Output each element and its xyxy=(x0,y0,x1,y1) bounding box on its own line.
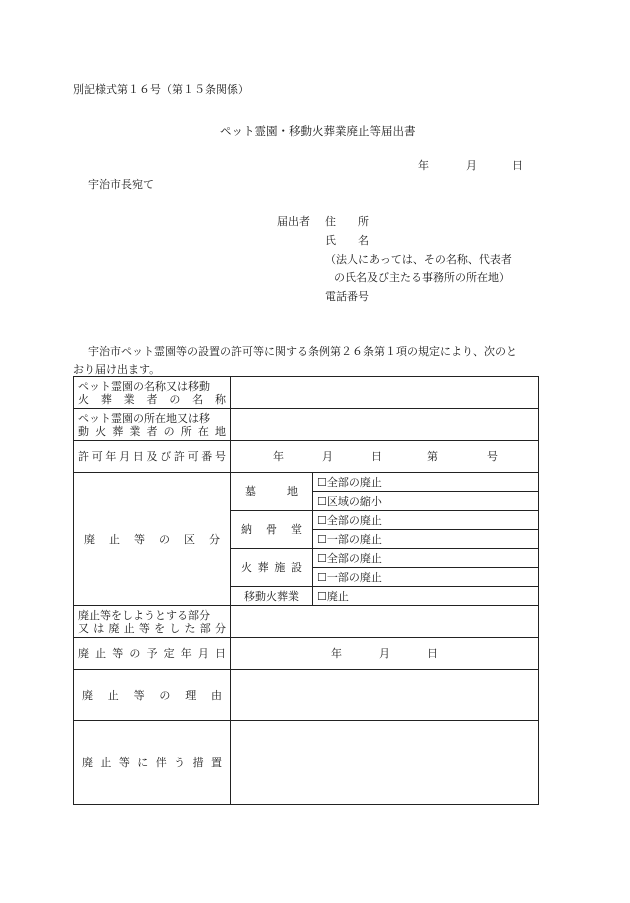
category-ossuary-name: 納骨堂 xyxy=(241,523,302,536)
category-crematorium xyxy=(231,549,313,587)
table-row xyxy=(74,721,539,805)
option-cemetery-full-abolition[interactable]: ☐全部の廃止 xyxy=(313,473,539,492)
phone-label: 電話番号 xyxy=(325,290,369,303)
form-number: 別記様式第１６号（第１５条関係） xyxy=(73,83,249,96)
date-day-label: 日 xyxy=(512,159,523,172)
reason-label-text: 廃止等の理由 xyxy=(82,688,222,702)
category-label xyxy=(74,473,231,606)
planned-date-field[interactable] xyxy=(231,638,539,670)
reason-label xyxy=(74,670,231,721)
table-row xyxy=(74,638,539,670)
planned-date-label: 廃止等の予定年月日 xyxy=(74,638,231,670)
table-row xyxy=(74,377,539,409)
date-year-label: 年 xyxy=(418,159,429,172)
option-crematorium-full-abolition[interactable]: ☐全部の廃止 xyxy=(313,549,539,568)
table-row xyxy=(74,441,539,473)
abolished-part-label-line1: 廃止等をしようとする部分 xyxy=(78,608,210,622)
corporate-note-line1: （法人にあっては、その名称、代表者 xyxy=(325,253,512,266)
planned-month-label: 月 xyxy=(379,647,390,660)
category-crematorium-name: 火葬施設 xyxy=(241,561,302,574)
category-cemetery xyxy=(231,473,313,511)
permit-go-label: 号 xyxy=(487,450,498,463)
cemetery-name-label-line2: 火葬業者の名称 xyxy=(78,392,226,406)
abolished-part-label xyxy=(74,606,231,638)
cemetery-name-label-line1: ペット霊園の名称又は移動 xyxy=(78,379,210,393)
table-row xyxy=(74,409,539,441)
name-label: 氏 名 xyxy=(325,234,369,247)
category-label-text: 廃止等の区分 xyxy=(84,532,220,546)
permit-field[interactable] xyxy=(231,441,539,473)
body-text-line1: 宇治市ペット霊園等の設置の許可等に関する条例第２６条第１項の規定により、次のと xyxy=(88,345,517,358)
category-mobile-cremation: 移動火葬業 xyxy=(231,587,313,606)
applicant-label: 届出者 xyxy=(277,215,310,228)
cemetery-location-label xyxy=(74,409,231,441)
cemetery-name-field[interactable] xyxy=(231,377,539,409)
date-month-label: 月 xyxy=(466,159,477,172)
table-row xyxy=(74,473,539,492)
category-cemetery-name: 墓地 xyxy=(245,485,298,498)
abolished-part-label-line2: 又は廃止等をした部分 xyxy=(78,621,226,635)
option-crematorium-partial-abolition[interactable]: ☐一部の廃止 xyxy=(313,568,539,587)
permit-label: 許可年月日及び許可番号 xyxy=(74,441,231,473)
permit-year-label: 年 xyxy=(273,450,284,463)
cemetery-location-label-line1: ペット霊園の所在地又は移 xyxy=(78,411,210,425)
permit-month-label: 月 xyxy=(322,450,333,463)
measures-label-text: 廃止等に伴う措置 xyxy=(82,756,222,769)
cemetery-location-field[interactable] xyxy=(231,409,539,441)
address-label: 住 所 xyxy=(325,215,369,228)
cemetery-location-label-line2: 動火葬業者の所在地 xyxy=(78,424,226,438)
planned-year-label: 年 xyxy=(331,647,342,660)
corporate-note-line2: の氏名及び主たる事務所の所在地） xyxy=(334,271,510,284)
category-ossuary xyxy=(231,511,313,549)
planned-day-label: 日 xyxy=(427,647,438,660)
option-ossuary-full-abolition[interactable]: ☐全部の廃止 xyxy=(313,511,539,530)
option-ossuary-partial-abolition[interactable]: ☐一部の廃止 xyxy=(313,530,539,549)
measures-field[interactable] xyxy=(231,721,539,805)
addressee: 宇治市長宛て xyxy=(88,178,154,191)
option-mobile-cremation-abolition[interactable]: ☐廃止 xyxy=(313,587,539,606)
option-cemetery-area-reduction[interactable]: ☐区域の縮小 xyxy=(313,492,539,511)
measures-label xyxy=(74,721,231,805)
notification-form-table xyxy=(73,376,539,805)
table-row xyxy=(74,606,539,638)
table-row xyxy=(74,670,539,721)
reason-field[interactable] xyxy=(231,670,539,721)
permit-day-label: 日 xyxy=(371,450,382,463)
abolished-part-field[interactable] xyxy=(231,606,539,638)
document-title: ペット霊園・移動火葬業廃止等届出書 xyxy=(220,124,416,138)
permit-number-label: 第 xyxy=(427,450,438,463)
body-text-line2: おり届け出ます。 xyxy=(73,363,161,376)
cemetery-name-label xyxy=(74,377,231,409)
